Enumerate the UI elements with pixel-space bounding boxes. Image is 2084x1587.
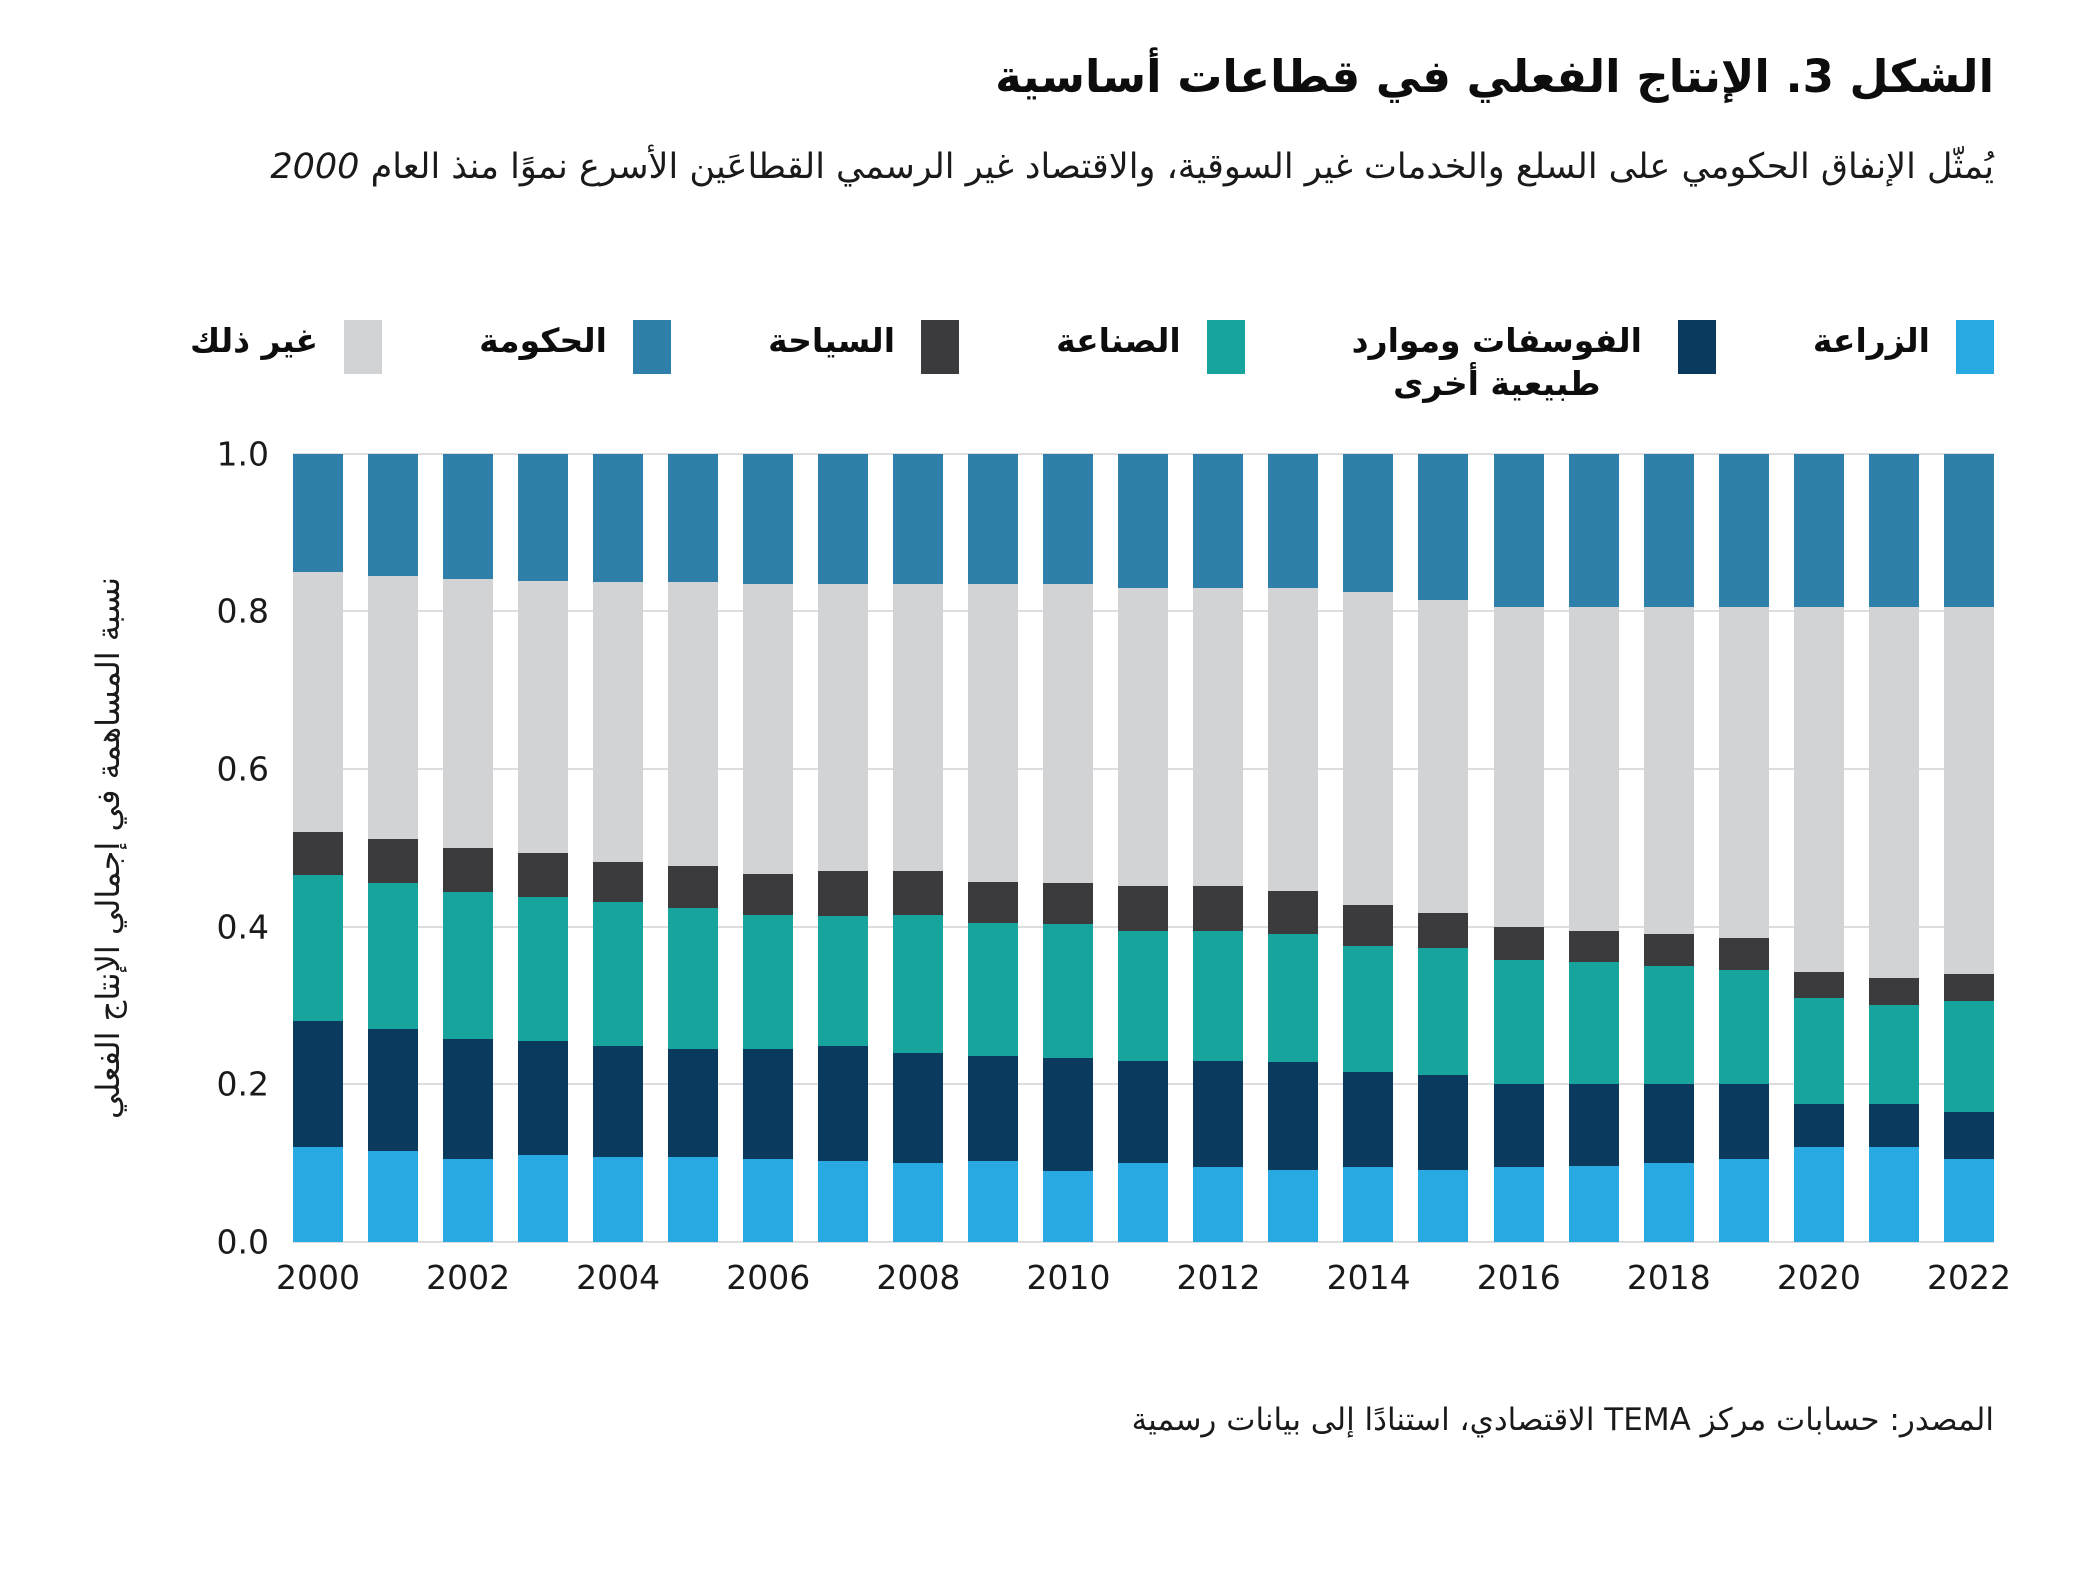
segment-other [368, 576, 418, 839]
segment-industry [1494, 960, 1544, 1085]
segment-agriculture [668, 1157, 718, 1241]
legend-swatch-industry [1207, 320, 1245, 374]
segment-phosphates [968, 1056, 1018, 1161]
legend [190, 320, 1994, 406]
segment-government [1719, 454, 1769, 608]
segment-agriculture [1043, 1171, 1093, 1242]
y-tick-label: 0.6 [216, 749, 269, 789]
plot-column [276, 454, 2011, 1306]
segment-industry [818, 916, 868, 1047]
segment-other [1343, 592, 1393, 905]
segment-agriculture [743, 1159, 793, 1242]
segment-other [1944, 607, 1994, 973]
segment-phosphates [1418, 1075, 1468, 1170]
segment-other [1193, 588, 1243, 886]
segment-other [1418, 600, 1468, 914]
segment-agriculture [818, 1161, 868, 1242]
segment-agriculture [1794, 1147, 1844, 1242]
segment-other [1494, 607, 1544, 926]
segment-government [1268, 454, 1318, 588]
segment-phosphates [1043, 1058, 1093, 1171]
segment-phosphates [443, 1039, 493, 1159]
segment-agriculture [1869, 1147, 1919, 1242]
segment-industry [1418, 948, 1468, 1075]
segment-tourism [668, 866, 718, 909]
legend-item-phosphates [1342, 320, 1716, 406]
y-axis-title: نسبة المساهمة في إجمالي الإنتاج الفعلي [89, 576, 127, 1119]
bar-2022 [1944, 454, 1994, 1242]
legend-swatch-tourism [921, 320, 959, 374]
segment-phosphates [743, 1049, 793, 1159]
x-tick-label: 2022 [1927, 1257, 2011, 1297]
x-tick-label: 2012 [1176, 1257, 1261, 1297]
x-tick-label: 2006 [726, 1257, 811, 1297]
x-tick-label: 2000 [276, 1257, 360, 1297]
segment-other [443, 579, 493, 848]
segment-phosphates [1869, 1104, 1919, 1147]
x-tick-label: 2014 [1326, 1257, 1411, 1297]
y-axis-title-container [75, 454, 141, 1242]
segment-tourism [1869, 978, 1919, 1006]
segment-government [443, 454, 493, 579]
bar-2005 [668, 454, 718, 1242]
legend-item-industry [1056, 320, 1245, 374]
bar-2011 [1118, 454, 1168, 1242]
y-axis-ticks [141, 434, 293, 1262]
x-tick-label: 2008 [876, 1257, 961, 1297]
segment-other [668, 582, 718, 866]
segment-other [518, 581, 568, 853]
segment-agriculture [1193, 1167, 1243, 1242]
figure-subtitle [114, 143, 1994, 192]
segment-phosphates [818, 1046, 868, 1160]
bar-2010 [1043, 454, 1093, 1242]
segment-government [1869, 454, 1919, 608]
segment-industry [1794, 998, 1844, 1104]
legend-item-other [190, 320, 382, 374]
segment-industry [1118, 931, 1168, 1061]
segment-government [1418, 454, 1468, 600]
segment-tourism [1193, 886, 1243, 931]
legend-label: الزراعة [1812, 321, 1930, 360]
segment-tourism [743, 874, 793, 915]
y-tick-label: 0.8 [216, 591, 269, 631]
bar-2020 [1794, 454, 1844, 1242]
segment-industry [1043, 924, 1093, 1058]
bars-container [293, 454, 1994, 1242]
bar-2006 [743, 454, 793, 1242]
segment-government [1343, 454, 1393, 592]
bar-2021 [1869, 454, 1919, 1242]
segment-tourism [1944, 974, 1994, 1002]
segment-government [893, 454, 943, 584]
x-tick-label: 2018 [1626, 1257, 1711, 1297]
bar-2009 [968, 454, 1018, 1242]
segment-agriculture [518, 1155, 568, 1242]
segment-government [293, 454, 343, 572]
segment-other [893, 584, 943, 872]
segment-government [743, 454, 793, 584]
legend-swatch-phosphates [1678, 320, 1716, 374]
subtitle-year: 2000 [270, 147, 360, 187]
x-tick-label: 2002 [426, 1257, 511, 1297]
segment-phosphates [1719, 1084, 1769, 1159]
segment-agriculture [293, 1147, 343, 1242]
segment-phosphates [368, 1029, 418, 1151]
segment-government [518, 454, 568, 582]
segment-other [968, 584, 1018, 883]
bar-2014 [1343, 454, 1393, 1242]
segment-industry [668, 908, 718, 1048]
segment-tourism [1268, 891, 1318, 934]
x-tick-label: 2004 [576, 1257, 661, 1297]
segment-agriculture [1343, 1167, 1393, 1242]
x-tick-label: 2010 [1026, 1257, 1111, 1297]
figure-title: الشكل 3. الإنتاج الفعلي في قطاعات أساسية [995, 50, 1994, 103]
segment-agriculture [443, 1159, 493, 1242]
segment-industry [1644, 966, 1694, 1084]
segment-industry [1193, 931, 1243, 1061]
segment-agriculture [1944, 1159, 1994, 1242]
segment-government [818, 454, 868, 584]
legend-swatch-government [633, 320, 671, 374]
bar-2015 [1418, 454, 1468, 1242]
segment-industry [518, 897, 568, 1041]
segment-tourism [368, 839, 418, 883]
segment-phosphates [1118, 1061, 1168, 1163]
segment-industry [1719, 970, 1769, 1084]
segment-agriculture [1494, 1167, 1544, 1242]
segment-industry [593, 902, 643, 1046]
bar-2012 [1193, 454, 1243, 1242]
segment-government [1794, 454, 1844, 608]
legend-swatch-other [344, 320, 382, 374]
segment-phosphates [1193, 1061, 1243, 1167]
segment-industry [893, 915, 943, 1053]
segment-industry [1343, 946, 1393, 1072]
segment-industry [968, 923, 1018, 1055]
segment-phosphates [1268, 1062, 1318, 1170]
segment-tourism [1418, 913, 1468, 948]
segment-other [1719, 607, 1769, 938]
bar-2001 [368, 454, 418, 1242]
bar-2019 [1719, 454, 1769, 1242]
bar-2002 [443, 454, 493, 1242]
segment-tourism [818, 871, 868, 916]
segment-other [293, 572, 343, 832]
segment-agriculture [968, 1161, 1018, 1242]
legend-swatch-agriculture [1956, 320, 1994, 374]
segment-agriculture [368, 1151, 418, 1242]
segment-phosphates [1644, 1084, 1694, 1163]
subtitle-text: يُمثّل الإنفاق الحكومي على السلع والخدمات غير السوقية، والاقتصاد غير الرسمي القطاعَين الأسرع نموًا منذ العام [359, 147, 1994, 187]
segment-tourism [443, 848, 493, 892]
segment-other [1118, 588, 1168, 886]
legend-label: الحكومة [479, 321, 607, 360]
segment-tourism [1043, 883, 1093, 925]
bar-2008 [893, 454, 943, 1242]
segment-phosphates [893, 1053, 943, 1163]
segment-government [1644, 454, 1694, 608]
segment-government [1118, 454, 1168, 588]
segment-industry [443, 892, 493, 1039]
segment-agriculture [1118, 1163, 1168, 1242]
segment-agriculture [593, 1157, 643, 1242]
plot-area [293, 454, 1994, 1242]
segment-government [593, 454, 643, 582]
segment-tourism [1794, 972, 1844, 998]
legend-item-tourism [768, 320, 959, 374]
segment-government [1944, 454, 1994, 608]
segment-government [1494, 454, 1544, 608]
segment-other [1644, 607, 1694, 934]
x-tick-label: 2020 [1776, 1257, 1861, 1297]
segment-phosphates [668, 1049, 718, 1158]
segment-tourism [1719, 938, 1769, 970]
segment-tourism [893, 871, 943, 914]
segment-other [743, 584, 793, 874]
segment-phosphates [1343, 1072, 1393, 1167]
segment-phosphates [1569, 1084, 1619, 1166]
y-tick-label: 0.4 [216, 907, 269, 947]
segment-phosphates [1494, 1084, 1544, 1167]
source-note: المصدر: حسابات مركز TEMA الاقتصادي، استنادًا إلى بيانات رسمية [1131, 1401, 1994, 1438]
segment-other [818, 584, 868, 871]
bar-2007 [818, 454, 868, 1242]
stacked-bar-chart [75, 434, 2011, 1306]
bar-2016 [1494, 454, 1544, 1242]
x-tick-label: 2016 [1476, 1257, 1561, 1297]
y-tick-label: 0.0 [216, 1222, 269, 1262]
segment-industry [743, 915, 793, 1049]
bar-2018 [1644, 454, 1694, 1242]
segment-other [1569, 607, 1619, 930]
segment-tourism [1644, 934, 1694, 966]
segment-government [1193, 454, 1243, 588]
segment-industry [293, 875, 343, 1021]
legend-item-government [479, 320, 671, 374]
segment-tourism [1343, 905, 1393, 947]
segment-agriculture [893, 1163, 943, 1242]
legend-label: السياحة [768, 321, 896, 360]
segment-government [368, 454, 418, 576]
y-tick-label: 0.2 [216, 1064, 269, 1104]
segment-phosphates [293, 1021, 343, 1147]
legend-label: غير ذلك [190, 321, 319, 360]
segment-other [1794, 607, 1844, 971]
segment-tourism [293, 832, 343, 875]
segment-industry [1869, 1005, 1919, 1104]
segment-phosphates [518, 1041, 568, 1155]
segment-agriculture [1569, 1166, 1619, 1242]
legend-label: الفوسفات وموارد طبيعية أخرى [1351, 321, 1642, 403]
segment-tourism [593, 862, 643, 902]
segment-industry [1268, 934, 1318, 1062]
segment-government [668, 454, 718, 582]
segment-other [1869, 607, 1919, 977]
segment-industry [1569, 962, 1619, 1084]
segment-industry [368, 883, 418, 1029]
segment-tourism [518, 853, 568, 896]
segment-agriculture [1268, 1170, 1318, 1242]
segment-agriculture [1418, 1170, 1468, 1242]
segment-industry [1944, 1001, 1994, 1111]
legend-item-agriculture [1813, 320, 1994, 374]
legend-label: الصناعة [1056, 321, 1181, 360]
segment-agriculture [1719, 1159, 1769, 1242]
segment-tourism [1118, 886, 1168, 931]
segment-tourism [968, 882, 1018, 923]
segment-phosphates [1794, 1104, 1844, 1147]
segment-other [1268, 588, 1318, 891]
y-tick-label: 1.0 [216, 434, 269, 474]
segment-agriculture [1644, 1163, 1694, 1242]
segment-government [1569, 454, 1619, 608]
bar-2003 [518, 454, 568, 1242]
segment-phosphates [593, 1046, 643, 1156]
segment-other [1043, 584, 1093, 883]
segment-tourism [1494, 927, 1544, 960]
bar-2004 [593, 454, 643, 1242]
bar-2017 [1569, 454, 1619, 1242]
x-axis-ticks [276, 1257, 2011, 1306]
bar-2013 [1268, 454, 1318, 1242]
segment-phosphates [1944, 1112, 1994, 1159]
segment-tourism [1569, 931, 1619, 963]
segment-government [968, 454, 1018, 584]
segment-government [1043, 454, 1093, 584]
segment-other [593, 582, 643, 862]
bar-2000 [293, 454, 343, 1242]
